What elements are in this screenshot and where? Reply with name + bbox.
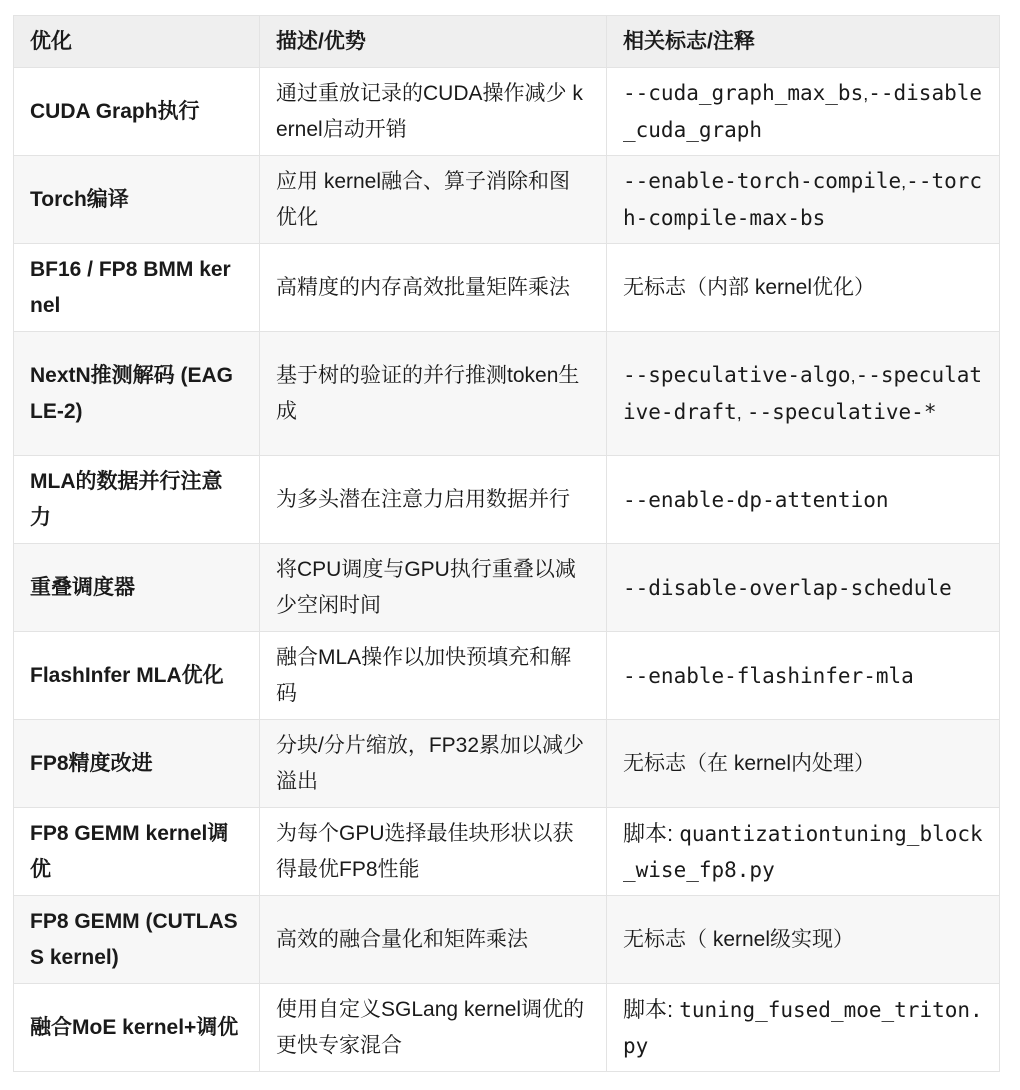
flag-code: --speculative-algo (623, 362, 851, 387)
optimization-flags (607, 156, 1000, 244)
optimization-description: 基于树的验证的并行推测token生成 (260, 332, 607, 456)
optimization-name: FP8精度改进 (14, 720, 260, 808)
script-prefix: 脚本: (623, 820, 680, 846)
optimization-name: FP8 GEMM (CUTLASS kernel) (14, 896, 260, 984)
table-row (14, 808, 1000, 896)
optimization-name: MLA的数据并行注意力 (14, 456, 260, 544)
header-row (14, 16, 1000, 68)
optimization-description: 通过重放记录的CUDA操作减少 kernel启动开销 (260, 68, 607, 156)
flag-code: --cuda_graph_max_bs (623, 81, 864, 105)
flag-code: --speculative-* (746, 399, 937, 424)
optimization-description: 高精度的内存高效批量矩阵乘法 (260, 244, 607, 332)
table-row (14, 720, 1000, 808)
flag-code: --disable_cuda_graph (623, 81, 983, 142)
table-row (14, 456, 1000, 544)
optimization-description: 分块/分片缩放，FP32累加以减少溢出 (260, 720, 607, 808)
optimization-table-container (13, 15, 999, 1072)
optimization-name: 重叠调度器 (14, 544, 260, 632)
optimization-name: BF16 / FP8 BMM kernel (14, 244, 260, 332)
optimization-description: 使用自定义SGLang kernel调优的更快专家混合 (260, 984, 607, 1072)
optimization-name: CUDA Graph执行 (14, 68, 260, 156)
table-row (14, 896, 1000, 984)
optimization-name: FP8 GEMM kernel调优 (14, 808, 260, 896)
optimization-name: NextN推测解码 (EAGLE-2) (14, 332, 260, 456)
flag-separator: , (901, 172, 907, 192)
header-description: 描述/优势 (260, 16, 607, 68)
optimization-flags: 无标志（内部 kernel优化） (607, 244, 1000, 332)
table-row (14, 156, 1000, 244)
optimization-flags: 无标志（ kernel级实现） (607, 896, 1000, 984)
flag-code: --enable-flashinfer-mla (623, 663, 914, 688)
flag-code: --enable-torch-compile (623, 169, 902, 193)
script-filename: quantizationtuning_block_wise_fp8.py (623, 821, 983, 882)
flag-separator: , (850, 365, 856, 386)
optimization-flags (607, 456, 1000, 544)
table-body (14, 68, 1000, 1072)
optimization-description: 为多头潜在注意力启用数据并行 (260, 456, 607, 544)
flag-code: --speculative-draft (623, 362, 983, 424)
table-row (14, 544, 1000, 632)
header-flags: 相关标志/注释 (607, 16, 1000, 68)
script-filename: tuning_fused_moe_triton.py (623, 997, 983, 1058)
table-row (14, 984, 1000, 1072)
optimization-flags: 无标志（在 kernel内处理） (607, 720, 1000, 808)
flag-code: --disable-overlap-schedule (623, 575, 952, 600)
table-row (14, 632, 1000, 720)
optimization-flags (607, 332, 1000, 456)
optimization-flags (607, 984, 1000, 1072)
table-row (14, 244, 1000, 332)
optimization-flags (607, 808, 1000, 896)
header-optimization: 优化 (14, 16, 260, 68)
optimization-table (13, 15, 1000, 1072)
flag-separator: , (736, 402, 747, 423)
optimization-description: 将CPU调度与GPU执行重叠以减少空闲时间 (260, 544, 607, 632)
optimization-description: 高效的融合量化和矩阵乘法 (260, 896, 607, 984)
optimization-description: 应用 kernel融合、算子消除和图优化 (260, 156, 607, 244)
optimization-flags (607, 544, 1000, 632)
flag-code: --enable-dp-attention (623, 487, 889, 512)
script-prefix: 脚本: (623, 996, 680, 1022)
optimization-name: 融合MoE kernel+调优 (14, 984, 260, 1072)
flag-separator: , (863, 84, 869, 104)
optimization-description: 为每个GPU选择最佳块形状以获得最优FP8性能 (260, 808, 607, 896)
optimization-flags (607, 632, 1000, 720)
optimization-name: Torch编译 (14, 156, 260, 244)
table-row (14, 332, 1000, 456)
optimization-flags (607, 68, 1000, 156)
optimization-description: 融合MLA操作以加快预填充和解码 (260, 632, 607, 720)
flag-code: --torch-compile-max-bs (623, 169, 983, 230)
table-header (14, 16, 1000, 68)
optimization-name: FlashInfer MLA优化 (14, 632, 260, 720)
table-row (14, 68, 1000, 156)
